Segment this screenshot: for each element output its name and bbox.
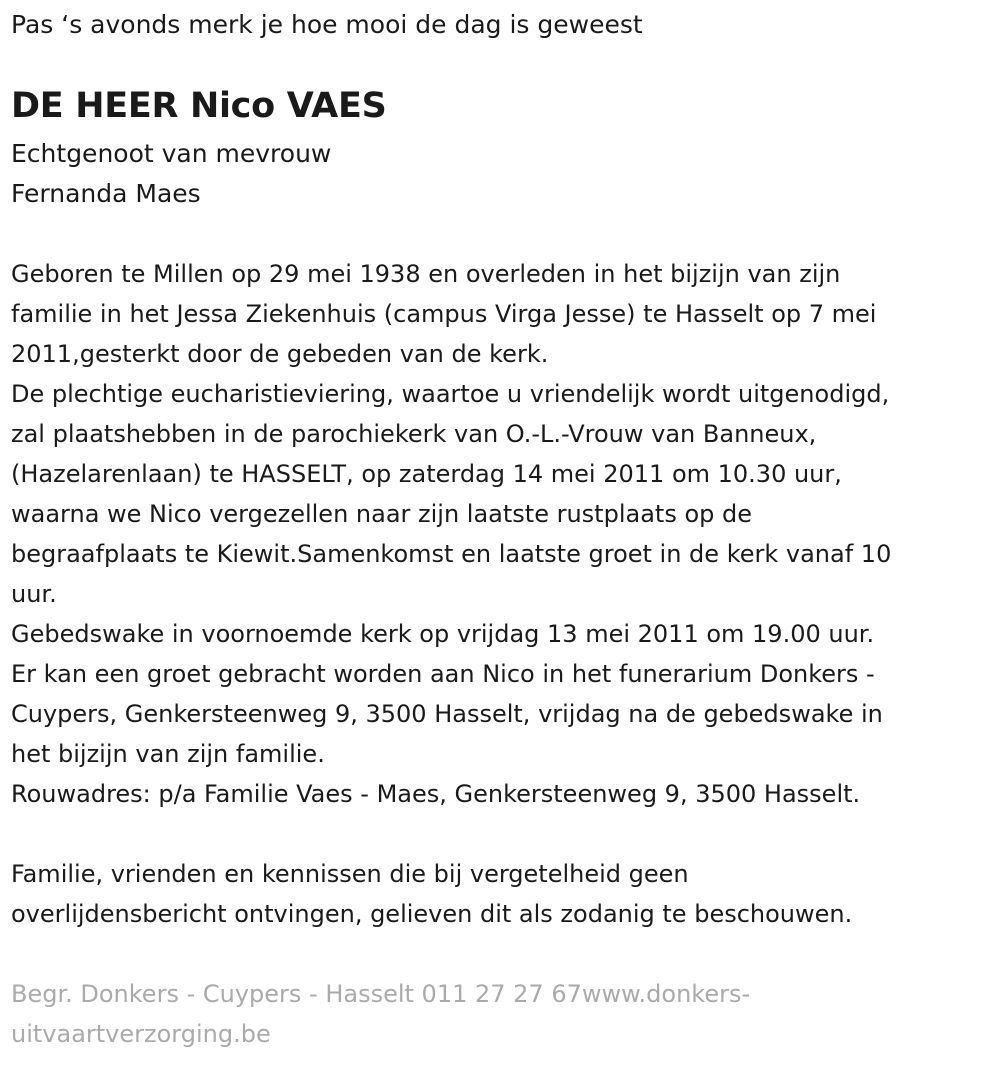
spouse-block [11, 134, 331, 214]
body-line: familie in het Jessa Ziekenhuis (campus Virga Jesse) te Hasselt op 7 mei [11, 300, 877, 328]
body-line: het bijzijn van zijn familie. [11, 740, 325, 768]
spouse-line: Echtgenoot van mevrouw [11, 139, 332, 168]
body-line: De plechtige eucharistieviering, waartoe u vriendelijk wordt uitgenodigd, [11, 380, 890, 408]
closing-line: overlijdensbericht ontvingen, gelieven dit als zodanig te beschouwen. [11, 900, 853, 928]
body-line: (Hazelarenlaan) te HASSELT, op zaterdag 14 mei 2011 om 10.30 uur, [11, 460, 842, 488]
body-line: begraafplaats te Kiewit.Samenkomst en laatste groet in de kerk vanaf 10 [11, 540, 892, 568]
body-line: Gebedswake in voornoemde kerk op vrijdag 13 mei 2011 om 19.00 uur. [11, 620, 875, 648]
spouse-line: Fernanda Maes [11, 179, 201, 208]
body-line: waarna we Nico vergezellen naar zijn laatste rustplaats op de [11, 500, 752, 528]
notice-body [11, 254, 996, 814]
body-line: zal plaatshebben in de parochiekerk van O.-L.-Vrouw van Banneux, [11, 420, 817, 448]
closing-line: Familie, vrienden en kennissen die bij vergetelheid geen [11, 860, 689, 888]
body-line: Er kan een groet gebracht worden aan Nico in het funerarium Donkers - [11, 660, 875, 688]
undertaker-footer [11, 974, 750, 1054]
body-line: Rouwadres: p/a Familie Vaes - Maes, Genkersteenweg 9, 3500 Hasselt. [11, 780, 861, 808]
deceased-name: DE HEER Nico VAES [11, 86, 387, 126]
closing-note [11, 854, 852, 934]
footer-line: uitvaartverzorging.be [11, 1020, 271, 1048]
body-line: 2011,gesterkt door de gebeden van de kerk. [11, 340, 549, 368]
body-line: Cuypers, Genkersteenweg 9, 3500 Hasselt, vrijdag na de gebedswake in [11, 700, 883, 728]
footer-line: Begr. Donkers - Cuypers - Hasselt 011 27 27 67www.donkers- [11, 980, 751, 1008]
body-line: uur. [11, 580, 57, 608]
body-line: Geboren te Millen op 29 mei 1938 en overleden in het bijzijn van zijn [11, 260, 841, 288]
opening-quote: Pas ‘s avonds merk je hoe mooi de dag is geweest [11, 10, 643, 39]
